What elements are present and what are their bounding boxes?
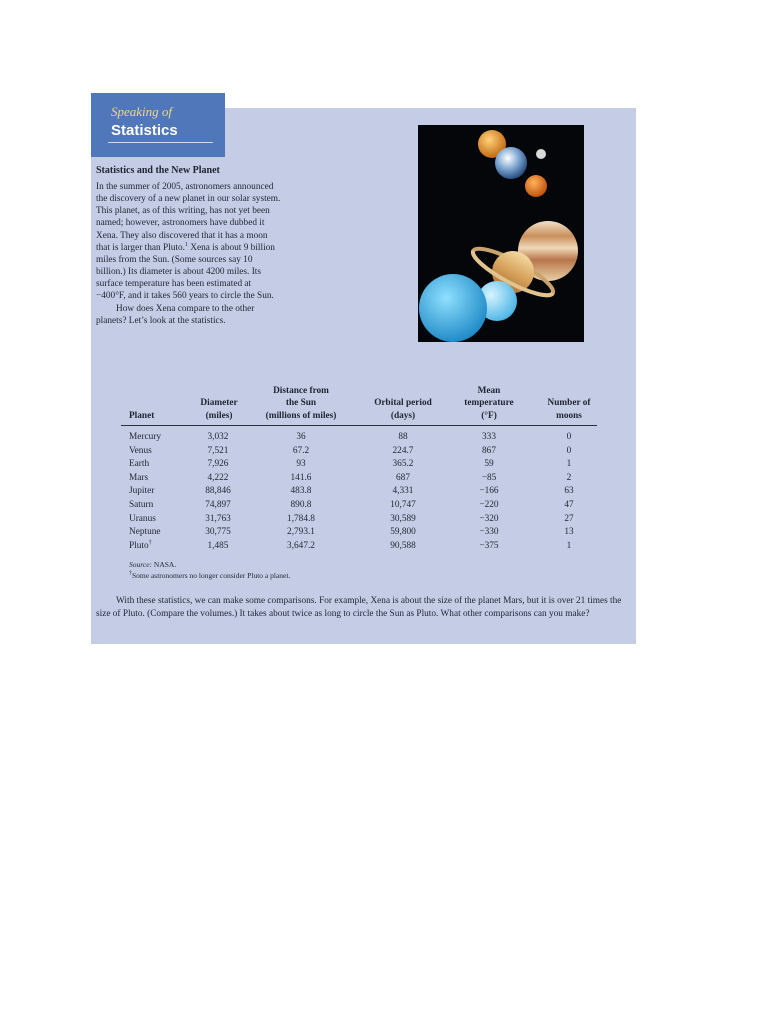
table-notes xyxy=(129,559,290,581)
paragraph-2: How does Xena compare to the other planets? Let’s look at the statistics. xyxy=(96,303,255,326)
banner-rule xyxy=(108,142,213,143)
table-row: Mercury 3,032 36 88 333 0 xyxy=(129,432,572,442)
closing-paragraph: With these statistics, we can make some comparisons. For example, Xena is about the size of the planet Mars, but it is over 21 times the size of Pluto. (Compare the volumes.) It takes about twice as long to circle the Sun as Pluto. What other comparisons can you make? xyxy=(96,596,622,619)
table-row: Pluto† 1,485 3,647.2 90,588 −375 1 xyxy=(129,539,572,551)
article-body xyxy=(96,181,281,327)
table-row: Uranus 31,763 1,784.8 30,589 −320 27 xyxy=(129,513,574,524)
paragraph-1: In the summer of 2005, astronomers announced the discovery of a new planet in our solar system. This planet, as of this writing, has not yet been named; however, astronomers have dubbed it Xena. They also discovered that it has a moon that is larger than Pluto.$^1$ Xena is about 9 billion miles from the Sun. (Some sources say 10 billion.) Its diameter is about 4200 miles. Its surface temperature has been estimated at −400°F, and it takes 560 years to circle the Sun. xyxy=(96,182,281,302)
header-distance: Distance from the Sun (millions of miles) xyxy=(265,385,337,421)
planets-illustration xyxy=(418,125,584,342)
banner-title: Statistics xyxy=(111,122,178,139)
table-row: Venus 7,521 67.2 224.7 867 0 xyxy=(129,445,572,456)
pluto-footnote: †Some astronomers no longer consider Pluto a planet. xyxy=(129,570,291,580)
source-note: Source: NASA. xyxy=(129,560,177,569)
solar-system-planets-photo xyxy=(418,125,584,342)
header-mean-temperature: Mean temperature (°F) xyxy=(464,385,514,421)
pluto-footnote-marker: † xyxy=(148,539,152,546)
mars-planet xyxy=(525,175,547,197)
table-body xyxy=(121,426,597,553)
moon-body xyxy=(536,149,546,159)
planet-statistics-table xyxy=(121,383,597,553)
speaking-of-statistics-banner xyxy=(91,93,225,157)
banner-kicker: Speaking of xyxy=(111,104,173,119)
table-row: Mars 4,222 141.6 687 −85 2 xyxy=(129,472,572,483)
header-planet: Planet xyxy=(129,410,155,421)
table-row: Neptune 30,775 2,793.1 59,800 −330 13 xyxy=(129,527,574,538)
footnote-marker: 1 xyxy=(184,241,188,248)
uranus-planet xyxy=(419,274,487,342)
earth-planet xyxy=(495,147,527,179)
table-row: Saturn 74,897 890.8 10,747 −220 47 xyxy=(129,499,574,510)
header-number-of-moons: Number of moons xyxy=(547,398,591,421)
table-row: Earth 7,926 93 365.2 59 1 xyxy=(129,459,572,470)
article-headline: Statistics and the New Planet xyxy=(96,165,220,176)
header-orbital-period: Orbital period (days) xyxy=(374,398,432,421)
header-diameter: Diameter (miles) xyxy=(200,398,238,421)
table-row: Jupiter 88,846 483.8 4,331 −166 63 xyxy=(129,486,574,497)
table-header xyxy=(121,383,597,426)
